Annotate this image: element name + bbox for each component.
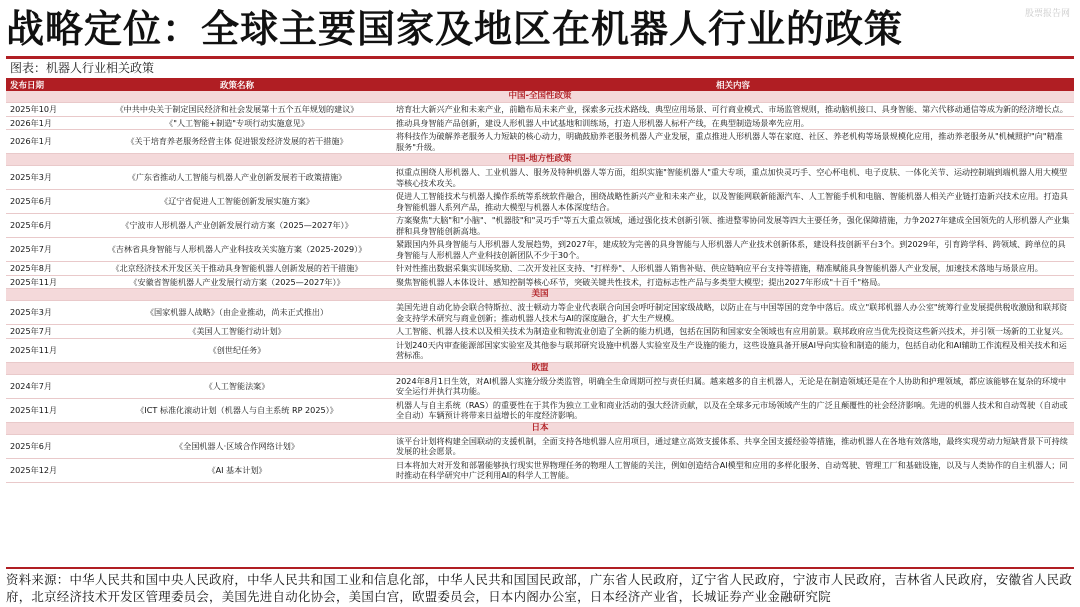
cell-policy-name: 《人工智能法案》 — [82, 374, 392, 398]
table-row — [6, 214, 1074, 238]
cell-content: 方案聚焦"大脑"和"小脑"、"机器肢"和"灵巧手"等五大重点领域，通过强化技术创新引领、推进整零协同发展等四大主要任务，强化保障措施，力争2027年建成全国领先的人形机器人产业集群和具身智能创新高地。 — [392, 214, 1074, 238]
table-row — [6, 398, 1074, 422]
cell-policy-name: 《创世纪任务》 — [82, 338, 392, 362]
cell-policy-name: 《宁波市人形机器人产业创新发展行动方案（2025—2027年）》 — [82, 214, 392, 238]
cell-date: 2025年6月 — [6, 214, 82, 238]
table-row — [6, 166, 1074, 190]
cell-content: 将科技作为破解养老服务人力短缺的核心动力，明确鼓励养老服务机器人产业发展，重点推进人形机器人等在家庭、社区、养老机构等场景规模化应用，推动养老服务从"机械照护"向"精准服务"升级。 — [392, 130, 1074, 154]
cell-content: 培育壮大新兴产业和未来产业，前瞻布局未来产业，探索多元技术路线、典型应用场景、可行商业模式、市场监管规则，推动脑机接口、具身智能、第六代移动通信等成为新的经济增长点。 — [392, 103, 1074, 117]
cell-content: 美国先进自动化协会联合特斯拉、波士顿动力等企业代表联合向国会呼吁制定国家级战略，以防止在与中国等国的竞争中落后。成立"联邦机器人办公室"统筹行业发展提供税收激励和联邦资金支持学术研究与商业创新；推动机器人技术与AI的深度融合，扩大生产规模。 — [392, 301, 1074, 325]
group-label: 美国 — [6, 289, 1074, 301]
watermark-text: 股票报告网 — [1024, 9, 1070, 19]
table-row — [6, 116, 1074, 130]
bottom-divider — [6, 567, 1074, 569]
cell-content: 该平台计划将构建全国联动的支援机制，全面支持各地机器人应用项目，通过建立高效支援体系、共享全国支援经验等措施，推动机器人在各地有效落地，最终实现劳动力短缺背景下可持续发展的社会愿景。 — [392, 434, 1074, 458]
source-note: 资料来源：中华人民共和国中央人民政府，中华人民共和国工业和信息化部，中华人民共和国国民政部，广东省人民政府，辽宁省人民政府，宁波市人民政府，吉林省人民政府，安徽省人民政府，北京经济技术开发区管理委员会，美国先进自动化协会，美国白宫，欧盟委员会，日本内阁办公室，日本经济产业省，长城证券产业金融研究院 — [6, 572, 1073, 604]
cell-policy-name: 《全国机器人·区域合作网络计划》 — [82, 434, 392, 458]
title-divider — [6, 56, 1074, 59]
page-title: 战略定位：全球主要国家及地区在机器人行业的政策 — [6, 7, 904, 51]
table-row — [6, 338, 1074, 362]
cell-date: 2025年6月 — [6, 190, 82, 214]
cell-content: 2024年8月1日生效，对AI机器人实施分级分类监管，明确全生命周期可控与责任归属。越来越多的自主机器人，无论是在制造领域还是在个人协助和护理领域，都应该能够在复杂的环境中安全运行并执行其功能。 — [392, 374, 1074, 398]
table-row — [6, 262, 1074, 276]
table-row — [6, 325, 1074, 339]
table-row — [6, 103, 1074, 117]
header-policy-name: 政策名称 — [82, 78, 392, 91]
header-content: 相关内容 — [392, 78, 1074, 91]
group-label: 日本 — [6, 422, 1074, 434]
policy-table — [6, 78, 1074, 483]
table-body — [6, 91, 1074, 482]
cell-content: 针对性推出数据采集实训场奖励、二次开发社区支持、"打样券"、人形机器人销售补贴、供应链响应平台支持等措施，精准赋能具身智能机器人产业发展，加速技术落地与场景应用。 — [392, 262, 1074, 276]
table-header-row — [6, 78, 1074, 91]
cell-policy-name: 《中共中央关于制定国民经济和社会发展第十五个五年规划的建议》 — [82, 103, 392, 117]
cell-date: 2025年3月 — [6, 166, 82, 190]
cell-date: 2025年6月 — [6, 434, 82, 458]
cell-date: 2025年11月 — [6, 338, 82, 362]
group-label: 欧盟 — [6, 362, 1074, 374]
cell-policy-name: 《关于培育养老服务经营主体 促进银发经济发展的若干措施》 — [82, 130, 392, 154]
cell-content: 推动具身智能产品创新，建设人形机器人中试基地和训练场，打造人形机器人标杆产线，在典型制造场景率先应用。 — [392, 116, 1074, 130]
cell-content: 紧跟国内外具身智能与人形机器人发展趋势，到2027年，建成较为完善的具身智能与人形机器人产业技术创新体系，建设科技创新平台3个。到2029年，引育跨学科、跨领域、跨单位的具身智能与人形机器人产业科技创新团队不少于30个。 — [392, 238, 1074, 262]
cell-content: 日本将加大对开发和部署能够执行现实世界物理任务的物理人工智能的关注，例如创造结合AI模型和应用的多样化服务、自动驾驶、管理工厂和基础设施，以及与人类协作的自主机器人；同时推动在科学研究中广泛利用AI的科学人工智能。 — [392, 458, 1074, 482]
cell-policy-name: 《ICT 标准化滚动计划（机器人与自主系统 RP 2025）》 — [82, 398, 392, 422]
cell-policy-name: 《广东省推动人工智能与机器人产业创新发展若干政策措施》 — [82, 166, 392, 190]
cell-content: 人工智能、机器人技术以及相关技术为制造业和物流业创造了全新的能力机遇，包括在国防和国家安全领域也有应用前景。联邦政府应当优先投资这些新兴技术，并引领一场新的工业复兴。 — [392, 325, 1074, 339]
table-row — [6, 301, 1074, 325]
table-row — [6, 238, 1074, 262]
table-row — [6, 130, 1074, 154]
cell-date: 2025年7月 — [6, 238, 82, 262]
group-row — [6, 289, 1074, 301]
table-row — [6, 374, 1074, 398]
cell-content: 聚焦智能机器人本体设计、感知控制等核心环节，突破关键共性技术，打造标志性产品与多类型大模型；提出2027年形成"十百千"格局。 — [392, 275, 1074, 289]
cell-content: 计划240天内审查能源部国家实验室及其他参与联邦研究设施中机器人实验室及生产设施的能力，这些设施具备开展AI导向实验和制造的能力，包括自动化和AI辅助工作流程及相关技术和运营标准。 — [392, 338, 1074, 362]
cell-content: 拟重点围绕人形机器人、工业机器人、服务及特种机器人等方面，组织实施"智能机器人"重大专项，重点加快灵巧手、空心杯电机、电子皮肤、一体化关节、运动控制端到端机器人用大模型等核心技术攻关。 — [392, 166, 1074, 190]
cell-date: 2025年12月 — [6, 458, 82, 482]
cell-policy-name: 《北京经济技术开发区关于推动具身智能机器人创新发展的若干措施》 — [82, 262, 392, 276]
cell-policy-name: 《美国人工智能行动计划》 — [82, 325, 392, 339]
cell-policy-name: 《"人工智能+制造"专项行动实施意见》 — [82, 116, 392, 130]
cell-policy-name: 《吉林省具身智能与人形机器人产业科技攻关实施方案（2025-2029）》 — [82, 238, 392, 262]
cell-date: 2025年10月 — [6, 103, 82, 117]
table-row — [6, 275, 1074, 289]
table-row — [6, 458, 1074, 482]
cell-content: 促进人工智能技术与机器人操作系统等系统软件融合，围绕战略性新兴产业和未来产业，以及智能网联新能源汽车、人工智能手机和电脑、智能机器人相关产业链打造新兴技术应用。打造具身智能机器人系列产品，推动大模型与机器人本体深度结合。 — [392, 190, 1074, 214]
group-row — [6, 362, 1074, 374]
header-date: 发布日期 — [6, 78, 82, 91]
cell-policy-name: 《辽宁省促进人工智能创新发展实施方案》 — [82, 190, 392, 214]
group-label: 中国-地方性政策 — [6, 154, 1074, 166]
figure-caption: 图表：机器人行业相关政策 — [10, 61, 155, 75]
cell-date: 2025年3月 — [6, 301, 82, 325]
cell-date: 2025年11月 — [6, 398, 82, 422]
group-row — [6, 91, 1074, 103]
cell-date: 2025年7月 — [6, 325, 82, 339]
cell-date: 2024年7月 — [6, 374, 82, 398]
table-row — [6, 434, 1074, 458]
cell-content: 机器人与自主系统（RAS）的重要性在于其作为独立工业和商业活动的强大经济贡献，以及在全球多元市场领域产生的广泛且颠覆性的社会经济影响。先进的机器人技术和自动驾驶（自动或全自动）车辆预计将带来日益增长的年度经济影响。 — [392, 398, 1074, 422]
cell-date: 2025年11月 — [6, 275, 82, 289]
cell-policy-name: 《国家机器人战略》（由企业推动，尚未正式推出） — [82, 301, 392, 325]
group-row — [6, 154, 1074, 166]
cell-date: 2026年1月 — [6, 130, 82, 154]
table-row — [6, 190, 1074, 214]
group-row — [6, 422, 1074, 434]
cell-policy-name: 《安徽省智能机器人产业发展行动方案（2025—2027年）》 — [82, 275, 392, 289]
cell-policy-name: 《AI 基本计划》 — [82, 458, 392, 482]
group-label: 中国-全国性政策 — [6, 91, 1074, 103]
cell-date: 2026年1月 — [6, 116, 82, 130]
cell-date: 2025年8月 — [6, 262, 82, 276]
